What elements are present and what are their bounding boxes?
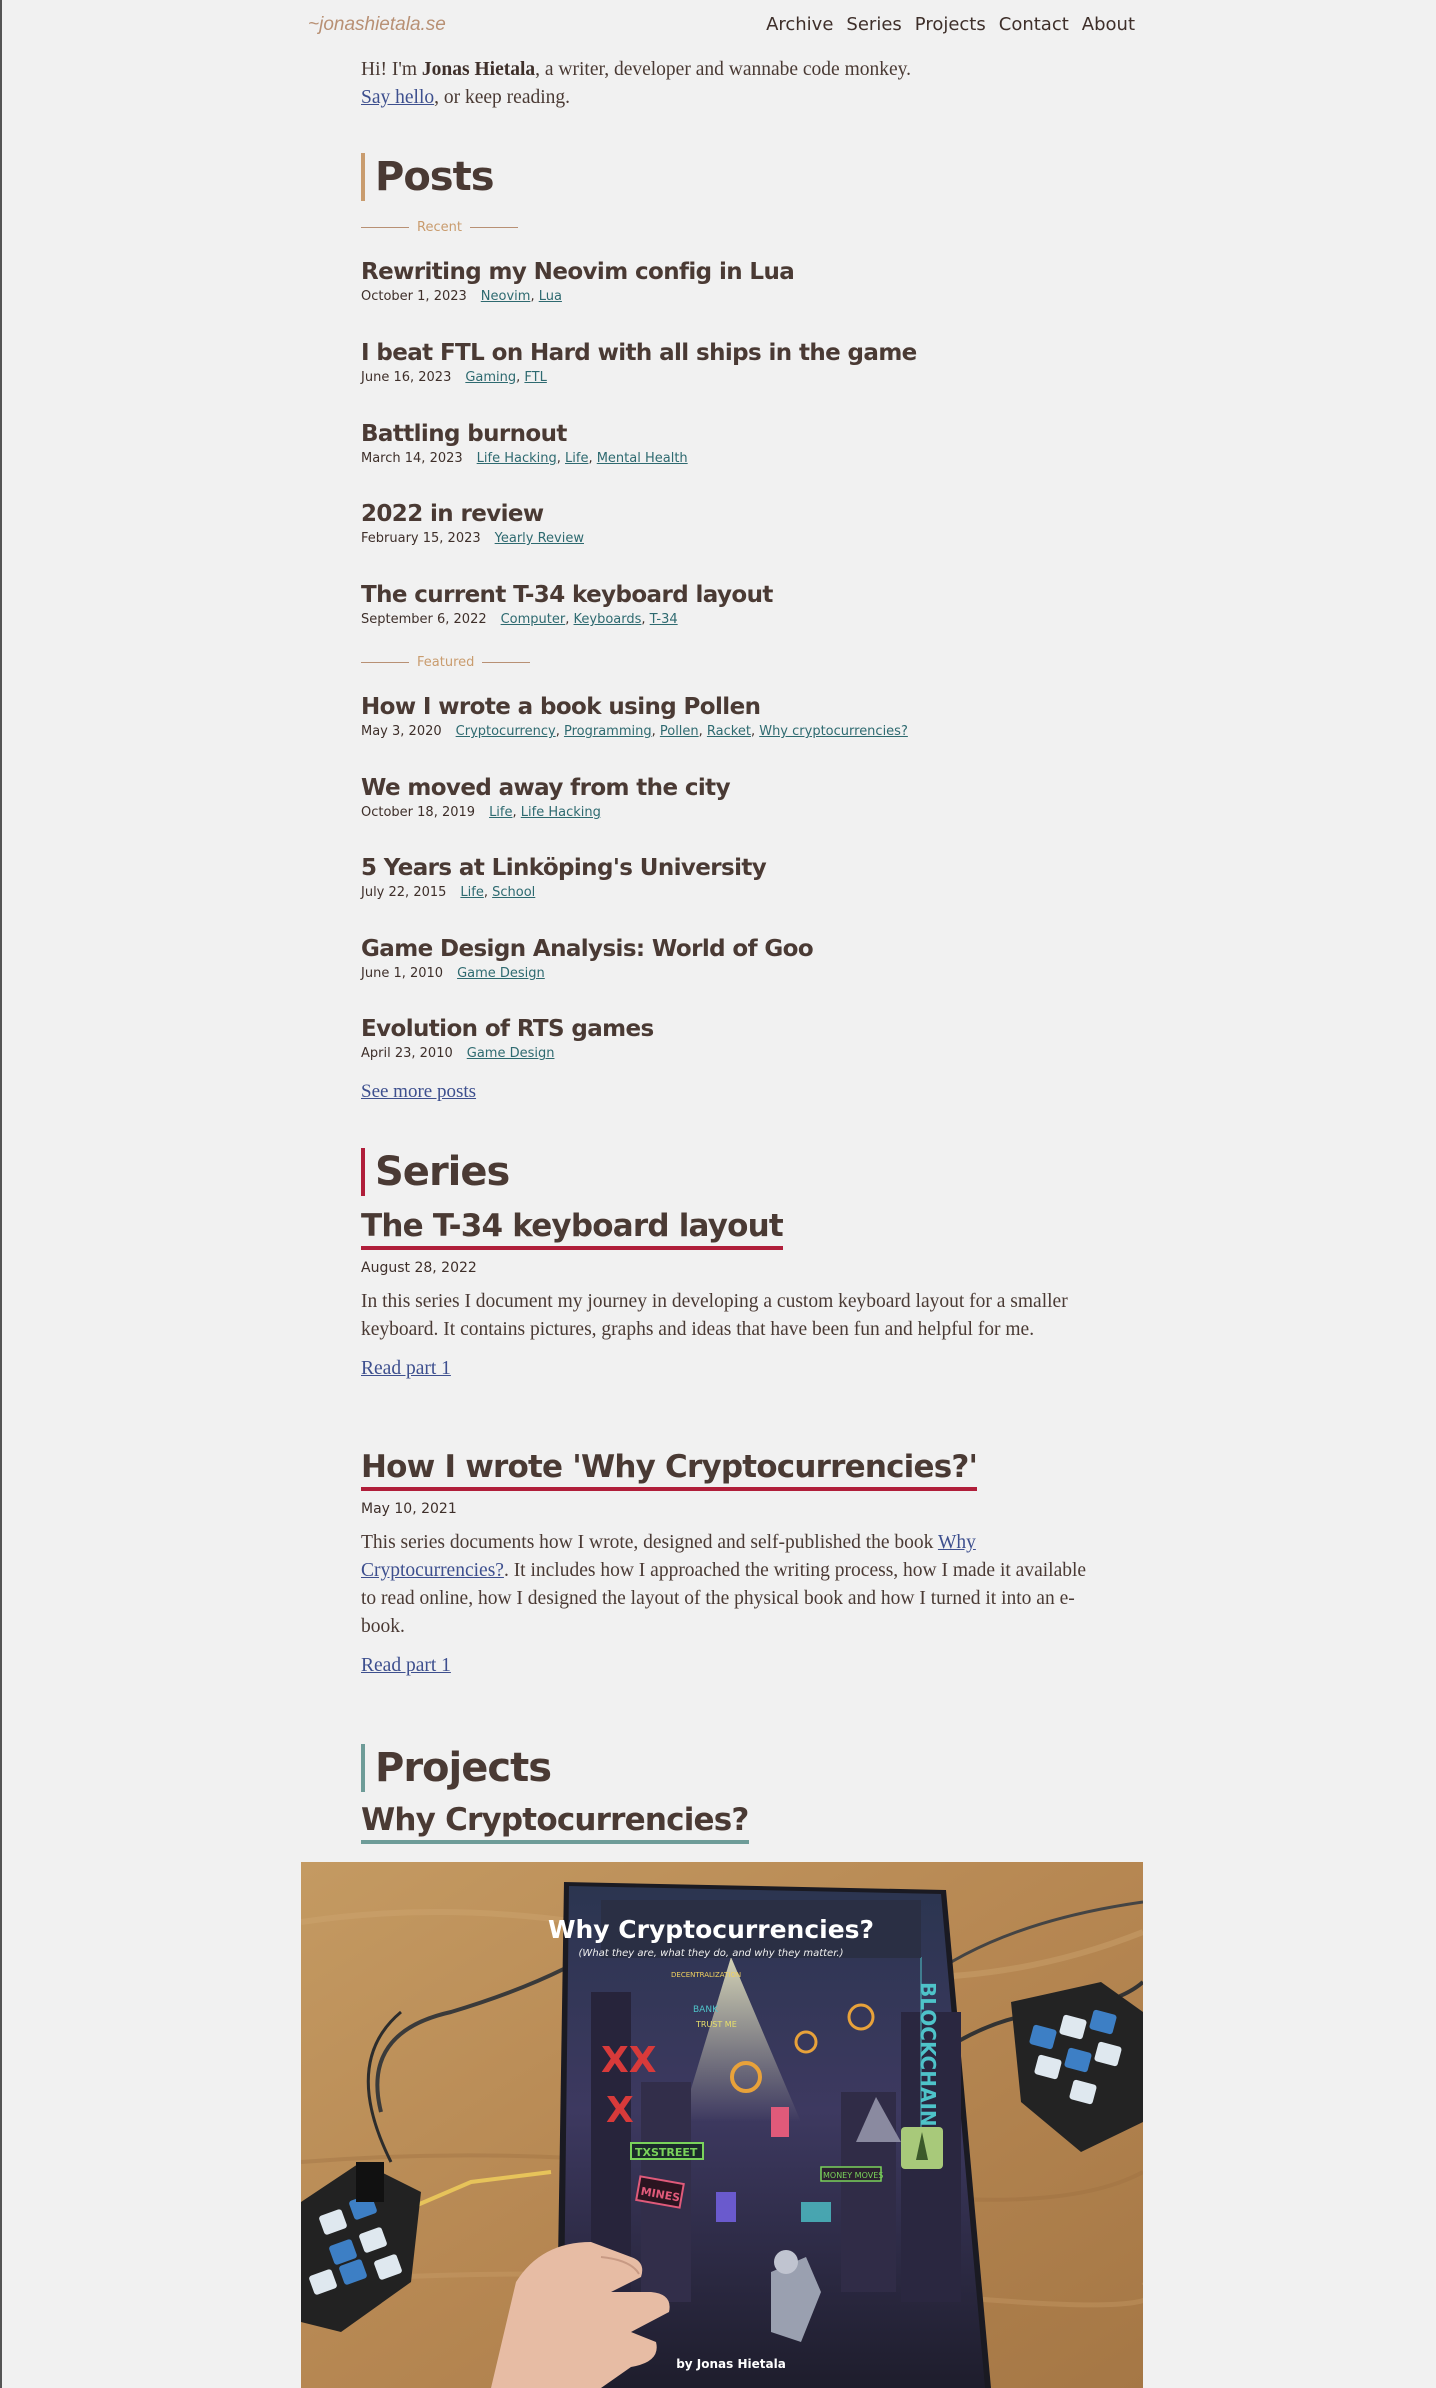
tag-link[interactable]: Computer xyxy=(500,612,566,628)
project-title-link[interactable]: Why Cryptocurrencies? xyxy=(361,1800,749,1844)
post-item xyxy=(361,692,908,739)
post-date: July 22, 2015 xyxy=(361,885,447,901)
post-item xyxy=(361,419,688,466)
series-date: August 28, 2022 xyxy=(361,1260,477,1276)
projects-heading: Projects xyxy=(361,1744,551,1792)
nav-contact[interactable]: Contact xyxy=(998,14,1069,35)
posts-heading: Posts xyxy=(361,153,494,201)
post-date: June 1, 2010 xyxy=(361,965,444,981)
divider-line xyxy=(361,227,409,228)
post-date: February 15, 2023 xyxy=(361,531,481,547)
nav-series[interactable]: Series xyxy=(846,14,902,35)
intro-keep-reading: , or keep reading. xyxy=(434,87,571,108)
post-date: May 3, 2020 xyxy=(361,724,442,739)
post-meta xyxy=(361,451,688,466)
svg-text:X: X xyxy=(606,2090,634,2131)
post-title-link[interactable]: Battling burnout xyxy=(361,420,567,447)
tag-separator: , xyxy=(516,369,525,385)
post-item xyxy=(361,338,917,385)
book-sign-txstreet: TXSTREET xyxy=(635,2146,698,2159)
intro-name: Jonas Hietala xyxy=(421,59,536,80)
book-author-text: by Jonas Hietala xyxy=(676,2357,786,2371)
recent-divider xyxy=(361,220,518,235)
post-meta xyxy=(361,370,917,385)
tag-link[interactable]: Programming xyxy=(563,724,652,739)
project-item xyxy=(361,1800,749,1844)
post-title-link[interactable]: The current T-34 keyboard layout xyxy=(361,582,773,609)
tag-separator: , xyxy=(641,612,650,628)
post-tags xyxy=(456,724,908,739)
tag-separator: , xyxy=(651,724,660,739)
tag-link[interactable]: Lua xyxy=(538,289,562,304)
post-item xyxy=(361,257,794,304)
post-date: October 18, 2019 xyxy=(361,804,476,820)
post-meta xyxy=(361,289,794,304)
featured-label: Featured xyxy=(417,655,475,670)
post-meta xyxy=(361,724,908,739)
post-date: September 6, 2022 xyxy=(361,612,487,628)
post-tags xyxy=(495,531,584,546)
tag-separator: , xyxy=(512,804,521,820)
series-desc-text: This series documents how I wrote, designed and self-published the book xyxy=(361,1532,938,1553)
why-cryptocurrencies-link[interactable]: Why Cryptocurrencies? xyxy=(361,1532,976,1581)
intro-greeting: Hi! I'm xyxy=(361,59,422,80)
post-tags xyxy=(467,1046,555,1061)
book-sign-bank: BANK xyxy=(693,2005,718,2015)
tag-separator: , xyxy=(565,612,574,628)
tag-link[interactable]: Keyboards xyxy=(573,612,642,628)
post-tags xyxy=(481,289,562,304)
post-meta xyxy=(361,612,773,627)
series-heading: Series xyxy=(361,1148,509,1196)
recent-label: Recent xyxy=(417,220,462,235)
tag-separator: , xyxy=(555,724,564,739)
tag-link[interactable]: Life xyxy=(565,450,589,466)
divider-line xyxy=(361,662,409,663)
tag-separator: , xyxy=(530,289,539,304)
series-item xyxy=(361,1206,1091,1380)
post-tags xyxy=(460,885,535,900)
series-title-link[interactable]: How I wrote 'Why Cryptocurrencies?' xyxy=(361,1447,977,1491)
series-description xyxy=(361,1529,1091,1641)
book-sign-decentralization: DECENTRALIZATION xyxy=(671,1971,742,1979)
see-more-posts-link[interactable]: See more posts xyxy=(361,1081,477,1102)
post-title-link[interactable]: 5 Years at Linköping's University xyxy=(361,855,767,882)
post-item xyxy=(361,499,584,546)
book-sign-mines: MINES xyxy=(639,2184,682,2205)
post-tags xyxy=(465,370,547,385)
divider-line xyxy=(470,227,518,228)
main-nav xyxy=(766,14,1135,35)
series-desc-text: . It includes how I approached the writing process, how I made it available to read online, how I designed the layout of the physical book and how I turned it into an e-book. xyxy=(361,1560,1087,1637)
series-item xyxy=(361,1447,1091,1677)
post-tags xyxy=(457,966,545,981)
book-blockchain-sign: BLOCKCHAIN xyxy=(916,1982,940,2127)
post-title-link[interactable]: How I wrote a book using Pollen xyxy=(361,694,761,720)
featured-divider xyxy=(361,655,530,670)
svg-text:XX: XX xyxy=(601,2040,657,2081)
book-sign-money-moves: MONEY MOVES xyxy=(823,2171,884,2180)
post-meta xyxy=(361,531,584,546)
tag-link[interactable]: Life Hacking xyxy=(476,450,557,466)
site-header xyxy=(2,0,1436,52)
post-date: April 23, 2010 xyxy=(361,1046,453,1062)
book-title-text: Why Cryptocurrencies? xyxy=(547,1915,875,1944)
tag-link[interactable]: Life Hacking xyxy=(520,804,601,820)
post-tags xyxy=(501,612,678,627)
tag-link[interactable]: Game Design xyxy=(457,965,545,981)
post-tags xyxy=(477,451,688,466)
series-description: In this series I document my journey in developing a custom keyboard layout for a smaller keyboard. It contains pictures, graphs and ideas that have been fun and helpful for me. xyxy=(361,1291,1068,1340)
site-logo-link[interactable]: ~jonashietala.se xyxy=(308,14,446,35)
post-item xyxy=(361,773,730,820)
read-part-1-link[interactable]: Read part 1 xyxy=(361,1358,451,1379)
divider-line xyxy=(482,662,530,663)
nav-archive[interactable]: Archive xyxy=(766,14,834,35)
post-title-link[interactable]: 2022 in review xyxy=(361,501,544,528)
nav-about[interactable]: About xyxy=(1081,14,1135,35)
tag-link[interactable]: Why cryptocurrencies? xyxy=(759,724,908,739)
tag-link[interactable]: Pollen xyxy=(659,724,699,739)
post-item xyxy=(361,853,766,900)
tag-link[interactable]: Neovim xyxy=(480,289,531,304)
read-part-1-link[interactable]: Read part 1 xyxy=(361,1655,451,1676)
tag-separator: , xyxy=(698,724,707,739)
book-photo xyxy=(301,1862,1143,2388)
intro-line-2 xyxy=(361,84,1101,112)
tag-link[interactable]: T-34 xyxy=(649,612,678,628)
intro-rest: , a writer, developer and wannabe code monkey. xyxy=(535,59,912,80)
post-tags xyxy=(489,805,601,820)
post-title-link[interactable]: I beat FTL on Hard with all ships in the game xyxy=(361,339,917,366)
tag-link[interactable]: Cryptocurrency xyxy=(455,724,556,739)
tag-link[interactable]: Gaming xyxy=(465,369,517,385)
post-item xyxy=(361,1014,654,1061)
tag-link[interactable]: Yearly Review xyxy=(494,531,584,547)
post-date: October 1, 2023 xyxy=(361,289,467,304)
tag-separator: , xyxy=(750,724,760,739)
post-meta xyxy=(361,805,730,820)
say-hello-link[interactable]: Say hello xyxy=(361,87,435,108)
tag-link[interactable]: FTL xyxy=(524,369,547,385)
tag-link[interactable]: Life xyxy=(460,885,484,901)
post-item xyxy=(361,580,773,627)
nav-projects[interactable]: Projects xyxy=(914,14,986,35)
tag-link[interactable]: Game Design xyxy=(466,1046,555,1062)
book-subtitle-text: (What they are, what they do, and why they matter.) xyxy=(578,1948,844,1959)
post-date: March 14, 2023 xyxy=(361,450,463,466)
post-title-link[interactable]: We moved away from the city xyxy=(361,774,730,801)
series-date: May 10, 2021 xyxy=(361,1501,457,1517)
post-meta xyxy=(361,1046,654,1061)
book-sign-trust-me: TRUST ME xyxy=(696,2020,737,2029)
post-meta xyxy=(361,966,813,981)
tag-separator: , xyxy=(588,450,597,466)
post-item xyxy=(361,934,813,981)
tag-link[interactable]: Mental Health xyxy=(596,450,688,466)
project-image[interactable] xyxy=(301,1862,1143,2388)
series-title-link[interactable]: The T-34 keyboard layout xyxy=(361,1206,783,1250)
intro xyxy=(361,56,1101,112)
tag-separator: , xyxy=(556,450,566,466)
post-meta xyxy=(361,885,766,900)
tag-link[interactable]: Racket xyxy=(706,724,751,739)
tag-link[interactable]: School xyxy=(492,885,536,901)
intro-line xyxy=(361,56,1101,84)
post-title-link[interactable]: Game Design Analysis: World of Goo xyxy=(361,935,814,962)
post-date: June 16, 2023 xyxy=(361,369,452,385)
post-title-link[interactable]: Rewriting my Neovim config in Lua xyxy=(361,259,795,285)
tag-separator: , xyxy=(483,885,493,901)
tag-link[interactable]: Life xyxy=(489,804,513,820)
post-title-link[interactable]: Evolution of RTS games xyxy=(361,1016,654,1043)
